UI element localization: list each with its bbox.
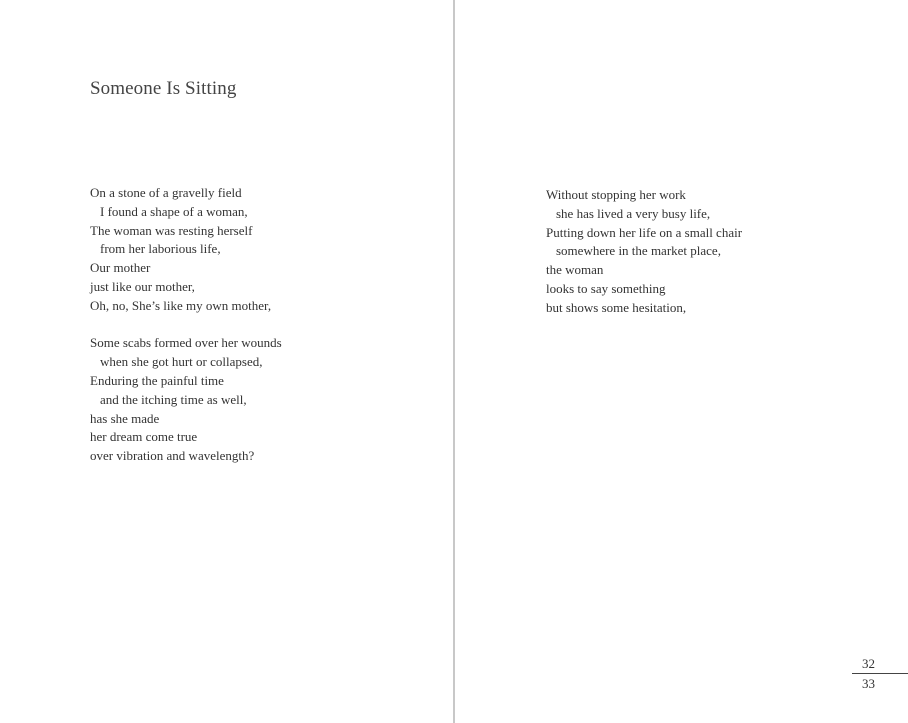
right-page [455, 0, 908, 723]
poem-line: and the itching time as well, [100, 391, 247, 407]
poem-line: she has lived a very busy life, [556, 205, 711, 221]
page-number-left: 32 [862, 656, 875, 671]
page-number-indicator [852, 655, 908, 692]
page-number-right: 33 [862, 676, 875, 691]
poem-line: but shows some hesitation, [546, 299, 687, 315]
poem-line: looks to say something [546, 280, 666, 296]
poem-title: Someone Is Sitting [90, 78, 237, 99]
stanza-3 [546, 186, 742, 318]
poem-line: Without stopping her work [546, 187, 686, 202]
poem-line: Some scabs formed over her wounds [90, 335, 282, 351]
poem-line: the woman [546, 262, 604, 278]
poem-line: I found a shape of a woman, [100, 203, 248, 219]
poem-line: just like our mother, [90, 278, 195, 294]
poem-line: when she got hurt or collapsed, [100, 354, 263, 370]
poem-line: her dream come true [90, 429, 198, 445]
poem-body-right [546, 186, 742, 318]
poem-body-left [90, 184, 282, 466]
poem-line: over vibration and wavelength? [90, 448, 255, 464]
poem-line: Putting down her life on a small chair [546, 224, 743, 240]
page-number-divider [852, 673, 908, 674]
poem-line: Our mother [90, 260, 151, 276]
poem-line: Enduring the painful time [90, 372, 224, 388]
stanza-2 [90, 334, 282, 466]
stanza-1 [90, 184, 282, 316]
poem-line: from her laborious life, [100, 241, 221, 257]
poem-line: On a stone of a gravelly field [90, 185, 242, 200]
poem-line: has she made [90, 410, 160, 426]
poem-line: somewhere in the market place, [556, 243, 721, 259]
poem-line: Oh, no, She’s like my own mother, [90, 297, 272, 313]
left-page [0, 0, 453, 723]
poem-line: The woman was resting herself [90, 222, 253, 238]
